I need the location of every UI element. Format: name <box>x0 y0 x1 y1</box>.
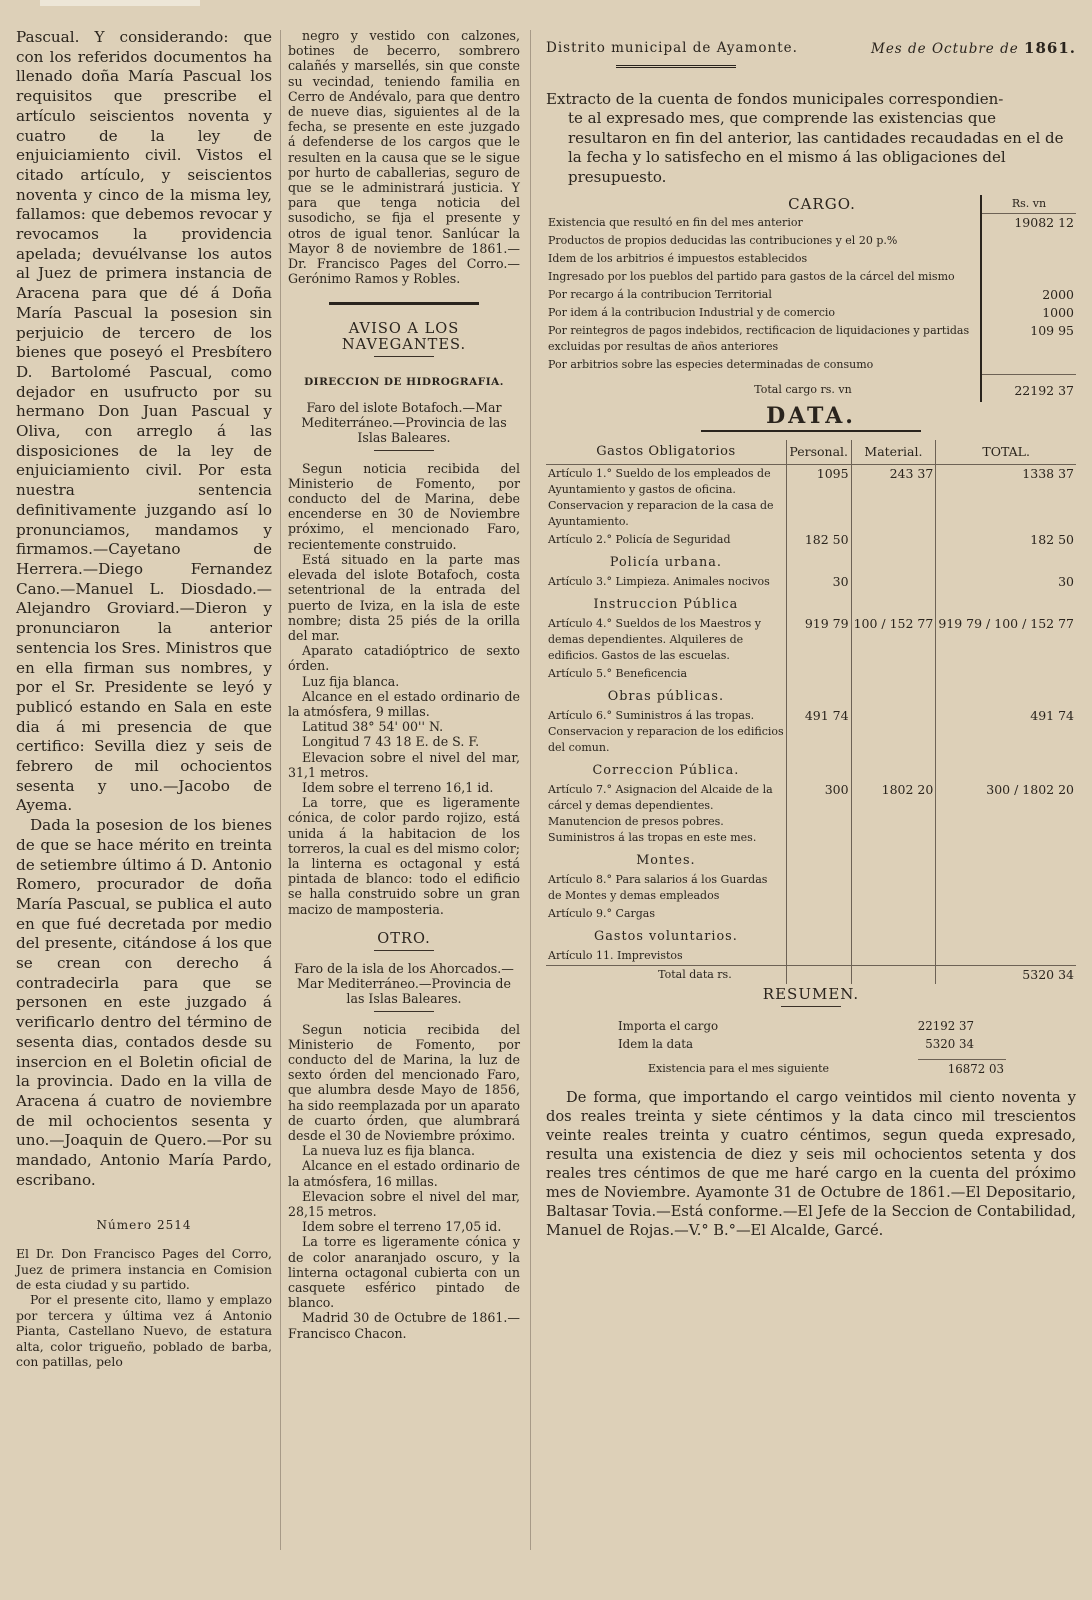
faro2-para: Idem sobre el terreno 17,05 id. <box>302 1219 502 1235</box>
cargo-row <box>546 322 1076 356</box>
resumen-amount: 5320 34 <box>925 1037 974 1052</box>
faro2-para: Alcance en el estado ordinario de la atmósfera, 16 millas. <box>288 1158 520 1189</box>
data-table <box>546 440 1076 984</box>
district-title <box>546 40 1076 57</box>
data-row <box>546 707 1076 757</box>
cargo-amount: 19082 12 <box>981 214 1076 233</box>
empty-cell <box>851 847 936 871</box>
empty-cell <box>851 683 936 707</box>
empty-cell <box>936 683 1076 707</box>
personal-amount: 182 50 <box>786 531 851 549</box>
article-cell <box>546 615 786 665</box>
resumen-amount: 22192 37 <box>917 1019 974 1034</box>
section-heading-row <box>546 683 1076 707</box>
article-number: Artículo 9.° <box>548 907 613 921</box>
empty-cell <box>786 549 851 573</box>
article-cell <box>546 707 786 757</box>
article-number: Artículo 11. <box>548 949 614 963</box>
data-heading: DATA. <box>766 403 856 430</box>
short-rule <box>374 450 434 451</box>
cargo-label: Por idem á la contribucion Industrial y de comercio <box>548 306 836 320</box>
column-divider <box>530 30 531 1550</box>
section-title: Montes. <box>546 847 786 871</box>
cargo-heading: CARGO. <box>788 195 856 214</box>
article-label: Policía de Seguridad <box>615 533 731 547</box>
data-row <box>546 871 1076 905</box>
year: 1861. <box>1024 39 1076 57</box>
total-amount: 919 79 / 100 / 152 77 <box>938 616 1074 632</box>
resumen-row <box>616 1035 976 1053</box>
personal-header: Personal. <box>786 440 851 465</box>
personal-amount: 1095 <box>786 465 851 532</box>
section-heading-row <box>546 757 1076 781</box>
personal-amount <box>786 665 851 683</box>
empty-cell <box>851 591 936 615</box>
empty-cell <box>851 549 936 573</box>
article-number: Artículo 4.° <box>548 617 613 631</box>
personal-amount: 300 <box>786 781 851 847</box>
faro2-title: Faro de la isla de los Ahorcados.—Mar Mediterráneo.—Provincia de las Islas Baleares. <box>294 960 514 1007</box>
section-title: Policía urbana. <box>546 549 786 573</box>
section-rule <box>329 302 479 305</box>
article-label: Limpieza. Animales nocivos <box>615 575 770 589</box>
cargo-amount <box>981 268 1076 286</box>
section-title: Gastos voluntarios. <box>546 923 786 947</box>
section-heading-row <box>546 923 1076 947</box>
empty-cell <box>786 683 851 707</box>
cargo-amount <box>981 356 1076 374</box>
faro1-para: Longitud 7 43 18 E. de S. F. <box>302 734 480 750</box>
district-name: Distrito municipal de Ayamonte. <box>546 40 798 56</box>
faro1-para: Luz fija blanca. <box>302 673 400 689</box>
faro1-para: Aparato catadióptrico de sexto órden. <box>288 643 520 674</box>
article-cell <box>546 781 786 847</box>
total-amount <box>936 871 1076 905</box>
article-label: Sueldos de los Maestros y demas dependientes. Alquileres de edificios. Gastos de las escuelas. <box>548 617 761 663</box>
total-data-label: Total data rs. <box>546 966 786 985</box>
section-heading-row <box>546 847 1076 871</box>
judge-heading: El Dr. Don Francisco Pages del Corro, Juez de primera instancia en Comision de esta ciudad y su partido. <box>16 1246 272 1292</box>
material-amount <box>851 947 936 966</box>
section-title: Instruccion Pública <box>546 591 786 615</box>
article-number: Artículo 7.° <box>548 783 613 797</box>
cargo-amount: 2000 <box>981 286 1076 304</box>
title-rule <box>616 65 736 68</box>
personal-amount: 919 79 <box>786 615 851 665</box>
faro2-signature: Madrid 30 de Octubre de 1861.—Francisco Chacon. <box>288 1310 520 1341</box>
article-cell <box>546 573 786 591</box>
article-number: Artículo 5.° <box>548 667 613 681</box>
article-label: Beneficencia <box>615 667 688 681</box>
data-row <box>546 781 1076 847</box>
cargo-row <box>546 232 1076 250</box>
empty-cell <box>936 923 1076 947</box>
data-row <box>546 947 1076 966</box>
article-number: Artículo 6.° <box>548 709 613 723</box>
data-row <box>546 665 1076 683</box>
summons-paragraph: Por el presente cito, llamo y emplazo por tercera y última vez á Antonio Pianta, Castellano Nuevo, de estatura alta, color trigueño, poblado de barba, con patillas, pelo <box>16 1292 272 1370</box>
resumen-label: Importa el cargo <box>618 1019 719 1034</box>
judgment-paragraph: Pascual. Y considerando: que con los referidos documentos ha llenado doña María Pascual los requisitos que prescribe el artículo seiscientos noventa y cuatro de la ley de enjuiciamiento civil. Vistos el citado artículo, y seiscientos noventa y cinco de la misma ley, fallamos: que debemos revocar y revocamos la providencia apelada; devuélvanse los autos al Juez de primera instancia de Aracena para que dé á Doña María Pascual la posesion sin perjuicio de tercero de los bienes que poseyó el Presbítero D. Bartolomé Pascual, como dejador en usufructo por su hermano Don Juan Pascual y Oliva, con arreglo á las disposiciones de la ley de enjuiciamiento civil. Por esta nuestra sentencia definitivamente juzgando así lo pronunciamos, mandamos y firmamos.—Cayetano de Herrera.—Diego Fernandez Cano.—Manuel L. Diosdado.—Alejandro Groviard.—Dieron y pronunciaron la anterior sentencia los Sres. Ministros que en ella firman sus nombres, y por el Sr. Presidente se leyó y publicó estando en Sala en este dia á mi presencia de que certifico: Sevilla diez y seis de febrero de mil ochocientos sesenta y uno.—Jacobo de Ayema. <box>16 28 272 815</box>
total-header: TOTAL. <box>936 440 1076 465</box>
material-amount: 243 37 <box>851 465 936 532</box>
data-rule <box>701 430 921 432</box>
article-label: Asignacion del Alcaide de la cárcel y demas dependientes. Manutencion de presos pobres. Suministros á las tropas en este mes. <box>548 783 773 845</box>
article-number: Artículo 8.° <box>548 873 613 887</box>
empty-cell <box>786 923 851 947</box>
cargo-row <box>546 250 1076 268</box>
article-cell <box>546 531 786 549</box>
faro2-para: Elevacion sobre el nivel del mar, 28,15 metros. <box>288 1188 520 1220</box>
faro1-para: Alcance en el estado ordinario de la atmósfera, 9 millas. <box>288 688 520 719</box>
data-row <box>546 531 1076 549</box>
cargo-row <box>546 356 1076 374</box>
torn-edge <box>40 0 200 6</box>
section-title: Correccion Pública. <box>546 757 786 781</box>
existencia-table <box>646 1059 1006 1078</box>
resumen-label: Idem la data <box>618 1037 694 1052</box>
total-amount: 300 / 1802 20 <box>986 782 1074 798</box>
short-rule <box>781 1006 841 1007</box>
article-label: Para salarios á los Guardas de Montes y demas empleados <box>548 873 768 903</box>
section-heading-row <box>546 549 1076 573</box>
extract-intro: Extracto de la cuenta de fondos municipales correspondien- te al expresado mes, que comprende las existencias que resultaron en fin del anterior, las cantidades recaudadas en el de la fecha y lo satisfecho en el mismo á las obligaciones del presupuesto. <box>546 90 1064 186</box>
material-amount <box>851 707 936 757</box>
cargo-table <box>546 195 1076 402</box>
cargo-label: Por reintegros de pagos indebidos, rectificacion de liquidaciones y partidas excluidas por resultas de años anteriores <box>548 324 970 354</box>
cargo-label: Idem de los arbitrios é impuestos establecidos <box>548 252 808 266</box>
section-title: Obras públicas. <box>546 683 786 707</box>
material-amount <box>851 665 936 683</box>
material-amount: 100 / 152 77 <box>851 615 936 665</box>
cargo-row <box>546 286 1076 304</box>
material-amount <box>851 871 936 905</box>
material-amount <box>851 905 936 923</box>
cargo-amount: 1000 <box>981 304 1076 322</box>
cargo-row <box>546 214 1076 233</box>
article-cell <box>546 947 786 966</box>
column-divider <box>280 30 281 1550</box>
data-row <box>546 573 1076 591</box>
total-amount <box>936 905 1076 923</box>
section-heading-row <box>546 591 1076 615</box>
existencia-amount: 16872 03 <box>918 1060 1007 1079</box>
material-amount <box>851 573 936 591</box>
cargo-label: Por recargo á la contribucion Territorial <box>548 288 772 302</box>
empty-cell <box>851 923 936 947</box>
material-header: Material. <box>851 440 936 465</box>
personal-amount: 491 74 <box>786 707 851 757</box>
column-middle <box>288 28 520 1341</box>
column-left <box>16 28 272 1369</box>
total-amount: 491 74 <box>1030 708 1074 724</box>
faro1-para: Está situado en la parte mas elevada del islote Botafoch, costa setentrional de la entrada del puerto de Iviza, en la isla de este nombre; dista 25 piés de la orilla del mar. <box>288 551 520 643</box>
total-amount: 30 <box>1058 574 1074 590</box>
total-amount: 182 50 <box>1030 532 1074 548</box>
article-label: Sueldo de los empleados de Ayuntamiento y gastos de oficina. Conservacion y reparacion de la casa de Ayuntamiento. <box>548 467 774 529</box>
empty-cell <box>786 847 851 871</box>
faro2-para: La nueva luz es fija blanca. <box>302 1143 475 1159</box>
resumen-heading: RESUMEN. <box>762 985 860 1004</box>
cargo-label: Productos de propios deducidas las contribuciones y el 20 p.% <box>548 234 898 248</box>
personal-amount: 30 <box>786 573 851 591</box>
short-rule <box>374 950 434 951</box>
empty-cell <box>936 549 1076 573</box>
short-rule <box>374 1011 434 1012</box>
total-amount <box>936 665 1076 683</box>
faro2-para: La torre es ligeramente cónica y de color anaranjado oscuro, y la linterna octagonal cubierta con un casquete esférico pintado de blanco. <box>288 1234 520 1311</box>
article-label: Cargas <box>615 907 656 921</box>
cargo-label: Ingresado por los pueblos del partido para gastos de la cárcel del mismo <box>548 270 955 284</box>
material-amount: 1802 20 <box>851 781 936 847</box>
otro-heading: OTRO. <box>377 929 431 947</box>
material-amount <box>851 531 936 549</box>
total-cargo-label: Total cargo rs. vn <box>754 383 852 397</box>
faro1-para: La torre, que es ligeramente cónica, de color pardo rojizo, está unida á la habitacion de los torreros, la cual es del mismo color; la linterna es octagonal y está pintada de blanco: todo el edificio se halla construido sobre un gran macizo de mamposteria. <box>288 795 520 917</box>
aviso-heading: AVISO A LOS NAVEGANTES. <box>341 320 467 353</box>
faro1-para: Idem sobre el terreno 16,1 id. <box>302 779 494 795</box>
faro2-para: Segun noticia recibida del Ministerio de Fomento, por conducto del de Marina, la luz de sexto órden del mencionado Faro, que alumbra desde Mayo de 1856, ha sido reemplazada por un aparato de cuarto órden, que alumbrará desde el 30 de Noviembre próximo. <box>288 1021 520 1143</box>
existencia-label: Existencia para el mes siguiente <box>648 1061 829 1075</box>
total-amount: 1338 37 <box>1022 466 1074 482</box>
empty-cell <box>936 591 1076 615</box>
data-row <box>546 905 1076 923</box>
empty-cell <box>851 757 936 781</box>
cargo-amount <box>981 250 1076 268</box>
personal-amount <box>786 871 851 905</box>
total-data: 5320 34 <box>936 966 1076 985</box>
article-number: Artículo 3.° <box>548 575 613 589</box>
resumen-row <box>616 1017 976 1035</box>
empty-cell <box>786 591 851 615</box>
article-label: Suministros á las tropas. Conservacion y reparacion de los edificios del comun. <box>548 709 784 755</box>
cargo-row <box>546 304 1076 322</box>
article-number: Artículo 2.° <box>548 533 613 547</box>
data-row <box>546 615 1076 665</box>
closing-paragraph: De forma, que importando el cargo veintidos mil ciento noventa y dos reales treinta y siete céntimos y la data cinco mil trescientos veinte reales treinta y cuatro céntimos, segun queda expresado, resulta una existencia de diez y seis mil ochocientos setenta y dos reales tres céntimos de que me haré cargo en la cuenta del próximo mes de Noviembre. Ayamonte 31 de Octubre de 1861.—El Depositario, Baltasar Tovia.—Está conforme.—El Jefe de la Seccion de Contabilidad, Manuel de Rojas.—V.° B.°—El Alcalde, Garcé. <box>546 1089 1076 1240</box>
empty-cell <box>936 757 1076 781</box>
short-rule <box>374 356 434 357</box>
cargo-amount <box>981 232 1076 250</box>
summons-continued: negro y vestido con calzones, botines de becerro, sombrero calañés y marsellés, sin que conste su vecindad, teniendo familia en Cerro de Andévalo, para que dentro de nueve dias, siguientes al de la fecha, se presente en este juzgado á defenderse de los cargos que le resulten en la causa que se le sigue por hurto de caballerias, seguro de que se le administrará justicia. Y para que tenga noticia del susodicho, se fija el presente y otros de igual tenor. Sanlúcar la Mayor 8 de noviembre de 1861.—Dr. Francisco Pages del Corro.—Gerónimo Ramos y Robles. <box>288 28 520 287</box>
faro1-para: Elevacion sobre el nivel del mar, 31,1 metros. <box>288 749 520 780</box>
cargo-row <box>546 268 1076 286</box>
cargo-amount: 109 95 <box>981 322 1076 356</box>
personal-amount <box>786 905 851 923</box>
resumen-table <box>616 1017 976 1053</box>
article-cell <box>546 871 786 905</box>
article-cell <box>546 665 786 683</box>
faro1-para: Latitud 38° 54' 00'' N. <box>302 719 444 735</box>
data-row <box>546 465 1076 532</box>
faro1-para: Segun noticia recibida del Ministerio de Fomento, por conducto del de Marina, debe encenderse en 30 de Noviembre próximo, el mencionado Faro, recientemente construido. <box>288 460 520 552</box>
article-cell <box>546 905 786 923</box>
empty-cell <box>786 757 851 781</box>
possession-paragraph: Dada la posesion de los bienes de que se hace mérito en treinta de setiembre último á D. Antonio Romero, procurador de doña María Pascual, se publica el auto en que fué decretada por medio del presente, citándose á los que se crean con derecho á contradecirla para que se personen en este juzgado á verificarlo dentro del término de sesenta dias, contados desde su insercion en el Boletin oficial de la provincia. Dado en la villa de Aracena á cuatro de noviembre de mil ochocientos sesenta y uno.—Joaquin de Quero.—Por su mandado, Antonio María Pardo, escribano. <box>16 816 272 1189</box>
faro1-title: Faro del islote Botafoch.—Mar Mediterráneo.—Provincia de las Islas Baleares. <box>301 400 507 446</box>
column-right <box>546 28 1076 1240</box>
total-amount <box>936 947 1076 966</box>
article-cell <box>546 465 786 532</box>
notice-number: Número 2514 <box>96 1218 192 1233</box>
month-label: Mes de Octubre de 1861. <box>871 39 1076 57</box>
direccion-heading: DIRECCION DE HIDROGRAFIA. <box>304 375 504 388</box>
cargo-label: Existencia que resultó en fin del mes anterior <box>548 215 803 229</box>
currency-label: Rs. vn <box>981 195 1076 214</box>
personal-amount <box>786 947 851 966</box>
empty-cell <box>936 847 1076 871</box>
cargo-label: Por arbitrios sobre las especies determinadas de consumo <box>548 358 874 372</box>
article-label: Imprevistos <box>617 949 683 963</box>
article-number: Artículo 1.° <box>548 467 613 481</box>
gastos-heading: Gastos Obligatorios <box>546 440 786 465</box>
total-cargo: 22192 37 <box>981 374 1076 402</box>
